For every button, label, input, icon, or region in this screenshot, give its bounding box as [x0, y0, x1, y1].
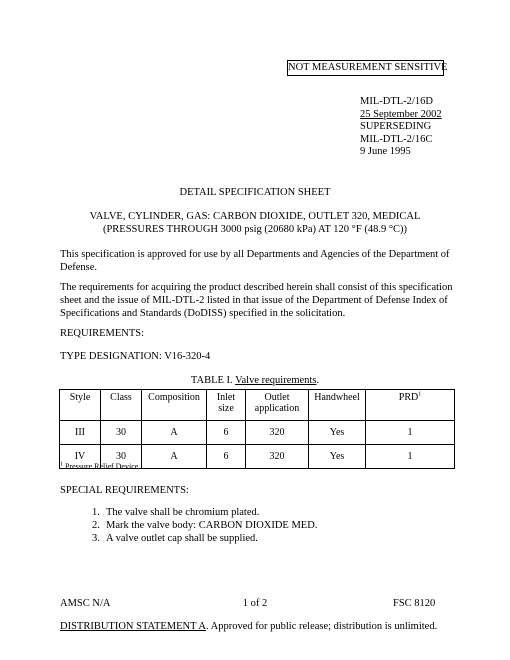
header-outlet-application	[246, 390, 309, 421]
sheet-title: DETAIL SPECIFICATION SHEET	[179, 187, 331, 198]
cell-handwheel: Yes	[309, 421, 366, 445]
list-item-number: 1.	[92, 507, 100, 518]
cell-outlet: 320	[246, 445, 309, 469]
acquisition-requirements-paragraph: The requirements for acquiring the product described herein shall consist of this specification sheet and the issue of MIL-DTL-2 listed in that issue of the Department of Defense Index of Specifications and Standards (DoDISS) specified in the solicitation.	[60, 282, 453, 319]
header-prd	[366, 390, 455, 421]
amsc-code: AMSC N/A	[60, 598, 111, 609]
table-footnote	[60, 462, 138, 472]
fsc-code: FSC 8120	[393, 598, 436, 609]
document-number: MIL-DTL-2/16D	[360, 96, 433, 107]
page-number: 1 of 2	[242, 598, 268, 609]
header-prd-footnote-mark: 1	[418, 391, 422, 398]
list-item-text: A valve outlet cap shall be supplied.	[106, 533, 258, 544]
distribution-label: DISTRIBUTION STATEMENT A	[60, 621, 206, 632]
list-item-text: The valve shall be chromium plated.	[106, 507, 260, 518]
header-style: Style	[60, 390, 101, 421]
header-inlet-line1: Inlet	[216, 392, 236, 403]
document-date: 25 September 2002	[360, 108, 442, 120]
distribution-statement	[60, 621, 437, 634]
cell-inlet: 6	[207, 445, 246, 469]
table-caption-suffix: .	[316, 375, 320, 386]
cell-class: 30	[101, 421, 142, 445]
list-item-number: 3.	[92, 533, 100, 544]
previous-document-number: MIL-DTL-2/16C	[360, 133, 433, 145]
list-item-text: Mark the valve body: CARBON DIOXIDE MED.	[106, 520, 318, 531]
distribution-text: . Approved for public release; distribution is unlimited.	[205, 621, 438, 632]
cell-style: III	[60, 421, 101, 445]
valve-requirements-table	[59, 389, 455, 469]
special-requirements-list	[92, 506, 317, 545]
cell-class: 30	[101, 445, 142, 469]
list-item	[92, 519, 317, 532]
header-class: Class	[101, 390, 142, 421]
document-identification	[360, 96, 442, 159]
table-caption-title: Valve requirements	[235, 375, 317, 386]
special-requirements-heading: SPECIAL REQUIREMENTS:	[60, 485, 189, 496]
table-header-row	[60, 390, 455, 421]
header-inlet-line2: size	[218, 403, 234, 414]
cell-handwheel: Yes	[309, 445, 366, 469]
list-item	[92, 532, 317, 545]
superseding-label: SUPERSEDING	[360, 121, 432, 132]
cell-prd: 1	[366, 445, 455, 469]
footnote-mark: 1	[60, 461, 63, 468]
header-inlet-size	[207, 390, 246, 421]
header-prd-label: PRD	[398, 392, 419, 403]
subject-line-1: VALVE, CYLINDER, GAS: CARBON DIOXIDE, OUTLET 320, MEDICAL	[89, 211, 421, 222]
approval-paragraph: This specification is approved for use by all Departments and Agencies of the Department of Defense.	[60, 249, 450, 273]
header-outlet-line1: Outlet	[264, 392, 290, 403]
type-designation: TYPE DESIGNATION: V16-320-4	[60, 351, 211, 362]
table-row	[60, 421, 455, 445]
table-caption	[0, 375, 510, 388]
cell-prd: 1	[366, 421, 455, 445]
requirements-heading: REQUIREMENTS:	[60, 328, 144, 339]
cell-style: IV	[60, 445, 101, 469]
list-item-number: 2.	[92, 520, 100, 531]
cell-outlet: 320	[246, 421, 309, 445]
list-item	[92, 506, 317, 519]
table-caption-prefix: TABLE I.	[190, 375, 233, 386]
cell-inlet: 6	[207, 421, 246, 445]
header-handwheel: Handwheel	[309, 390, 366, 421]
previous-document-date: 9 June 1995	[360, 146, 411, 157]
header-outlet-line2: application	[254, 403, 300, 414]
cell-composition: A	[142, 445, 207, 469]
measurement-banner: NOT MEASUREMENT SENSITIVE	[287, 60, 444, 76]
subject-line-2: (PRESSURES THROUGH 3000 psig (20680 kPa) AT 120 °F (48.9 °C))	[102, 224, 408, 235]
footnote-text: Pressure Relief Device	[63, 462, 139, 471]
header-composition: Composition	[142, 390, 207, 421]
cell-composition: A	[142, 421, 207, 445]
